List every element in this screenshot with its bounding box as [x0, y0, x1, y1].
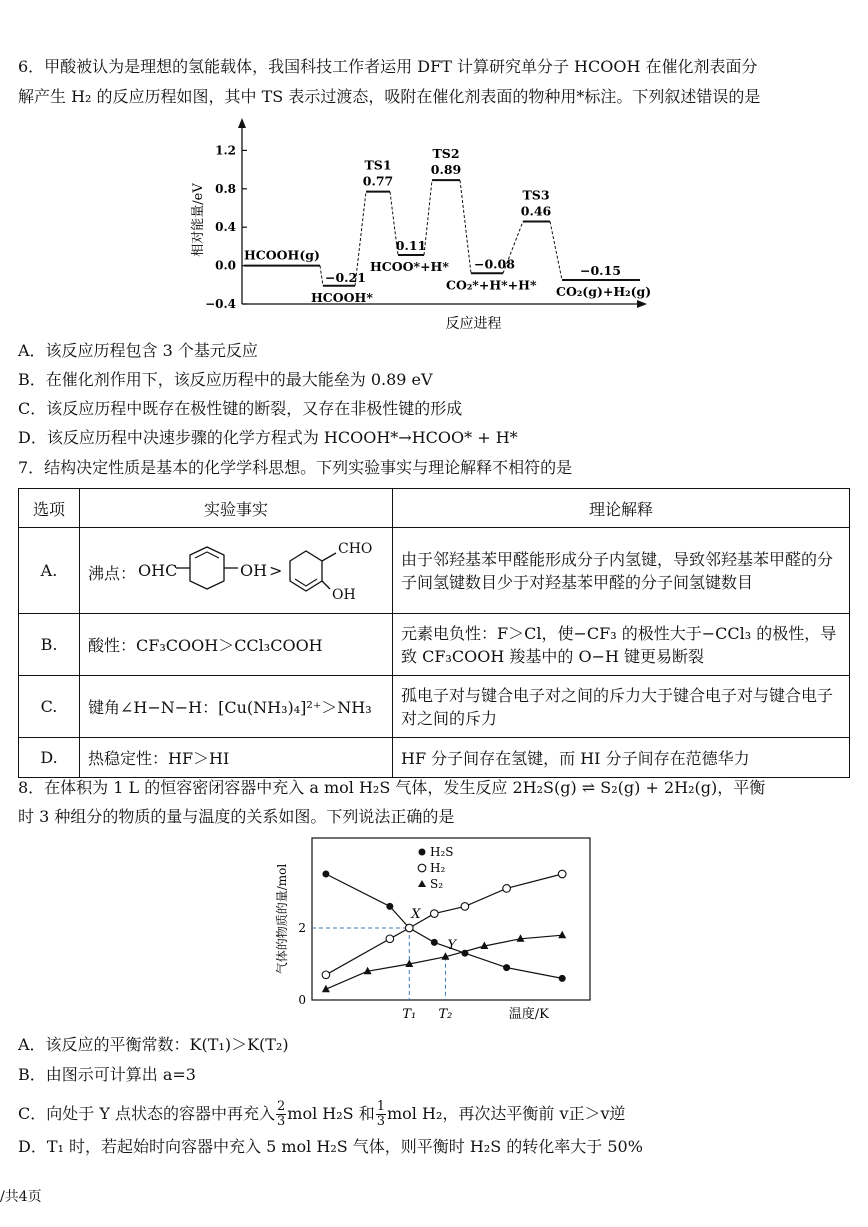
data-point-h2s	[461, 950, 468, 957]
level-value: −0.15	[580, 263, 621, 278]
page-footer: /共4页	[0, 1189, 42, 1205]
level-label: HCOOH*	[311, 289, 373, 305]
table-row	[19, 528, 850, 614]
row-fact: 键角∠H−N−H：[Cu(NH₃)₄]²⁺＞NH₃	[80, 676, 393, 738]
level-label: CO₂(g)+H₂(g)	[556, 284, 652, 299]
fraction-denominator: 3	[276, 1114, 286, 1129]
table-header-option: 选项	[19, 489, 80, 528]
data-point-h2	[386, 935, 394, 943]
energy-connector	[460, 180, 471, 273]
row-explain: 孤电子对与键合电子对之间的斥力大于键合电子对与键合电子对之间的斥力	[393, 676, 850, 738]
data-point-h2	[558, 870, 566, 878]
level-value: 0.77	[362, 173, 394, 189]
legend-label: S₂	[430, 877, 444, 891]
data-point-h2s	[386, 903, 393, 910]
legend-marker-h2s	[419, 849, 426, 856]
row-fact	[80, 528, 393, 614]
y-tick-label: 2	[298, 921, 306, 935]
fraction-numerator: 2	[276, 1099, 286, 1114]
q6-option-c: C．该反应历程中既存在极性键的断裂，又存在非极性键的形成	[18, 399, 463, 418]
point-label-x: X	[411, 907, 421, 922]
q8-option-b: B．由图示可计算出 a=3	[18, 1065, 196, 1084]
level-value: 0.46	[520, 203, 552, 219]
legend-marker-h2	[418, 864, 426, 872]
level-label: TS3	[522, 187, 550, 203]
row-fact: 热稳定性：HF＞HI	[80, 738, 393, 778]
para-hydroxybenzaldehyde-structure	[176, 545, 238, 597]
x-tick-label: T₁	[402, 1007, 417, 1022]
y-tick-label: 0	[298, 993, 306, 1007]
q6-stem-line1: 6．甲酸被认为是理想的氢能载体，我国科技工作者运用 DFT 计算研究单分子 HCOOH 在催化剂表面分	[18, 57, 758, 76]
legend-label: H₂	[430, 861, 446, 875]
level-value: −0.08	[474, 256, 515, 272]
row-option: B.	[19, 614, 80, 676]
y-axis-label: 相对能量/eV	[191, 183, 206, 257]
q6-option-b: B．在催化剂作用下，该反应历程中的最大能垒为 0.89 eV	[18, 370, 433, 389]
energy-diagram	[180, 116, 660, 336]
data-point-h2	[406, 924, 414, 932]
y-tick-label: 0.0	[215, 258, 236, 273]
x-axis-label: 温度/K	[508, 1007, 549, 1022]
y-tick-label: −0.4	[205, 297, 236, 311]
row-explain: HF 分子间存在氢键，而 HI 分子间存在范德华力	[393, 738, 850, 778]
level-value: 0.89	[430, 162, 462, 178]
level-label: HCOOH(g)	[244, 247, 320, 263]
fraction-one-third	[376, 1100, 386, 1129]
series-line-h2s	[326, 874, 562, 978]
x-tick-label: T₂	[438, 1007, 453, 1022]
q7-stem: 7．结构决定性质是基本的化学学科思想。下列实验事实与理论解释不相符的是	[18, 458, 573, 477]
mol2-cho: CHO	[338, 540, 373, 557]
table-header-fact: 实验事实	[80, 489, 393, 528]
q6-option-a: A．该反应历程包含 3 个基元反应	[18, 341, 258, 360]
data-point-h2	[431, 910, 439, 918]
data-point-h2s	[503, 964, 510, 971]
greater-than: >	[269, 560, 283, 580]
table-header-explain: 理论解释	[393, 489, 850, 528]
table-row	[19, 614, 850, 676]
data-point-s2	[558, 931, 566, 939]
q8-option-a: A．该反应的平衡常数：K(T₁)＞K(T₂)	[18, 1035, 289, 1054]
row-option: A.	[19, 528, 80, 614]
point-label-y: Y	[447, 937, 457, 953]
q8-option-c-post: mol H₂，再次达平衡前 v正＞v逆	[386, 1104, 626, 1123]
q8-option-d: D．T₁ 时，若起始时向容器中充入 5 mol H₂S 气体，则平衡时 H₂S 的转化率大于 50%	[18, 1137, 643, 1156]
energy-connector	[320, 266, 323, 286]
fraction-two-thirds	[276, 1100, 286, 1129]
level-label: TS1	[364, 157, 392, 173]
q7-table	[18, 488, 850, 778]
level-label: CO₂*+H*+H*	[446, 277, 537, 293]
q8-option-c-pre: C．向处于 Y 点状态的容器中再充入	[18, 1104, 275, 1123]
level-label: TS2	[432, 146, 460, 162]
data-point-h2	[503, 885, 511, 893]
y-tick-label: 0.4	[215, 220, 236, 235]
data-point-h2s	[431, 939, 438, 946]
mol1-oh: OH	[240, 560, 268, 580]
row-explain: 由于邻羟基苯甲醛能形成分子内氢键，导致邻羟基苯甲醛的分子间氢键数目少于对羟基苯甲醛的分子间氢键数目	[393, 528, 850, 614]
level-value: −0.21	[325, 269, 366, 285]
series-line-s2	[326, 935, 562, 989]
x-axis-arrow	[637, 300, 647, 308]
table-row	[19, 738, 850, 778]
table-row	[19, 676, 850, 738]
q8-stem-line2: 时 3 种组分的物质的量与温度的关系如图。下列说法正确的是	[18, 807, 455, 826]
y-tick-label: 0.8	[215, 181, 236, 196]
level-value: 0.11	[395, 238, 427, 254]
energy-connector	[550, 221, 562, 280]
mol2-oh: OH	[332, 586, 356, 603]
q6-stem-line2: 解产生 H₂ 的反应历程如图，其中 TS 表示过渡态，吸附在催化剂表面的物种用*标注。下列叙述错误的是	[18, 87, 761, 106]
fraction-numerator: 1	[376, 1099, 385, 1114]
data-point-h2	[461, 903, 469, 911]
q8-option-c	[18, 1096, 626, 1132]
fact-prefix: 沸点：	[88, 563, 137, 583]
row-fact: 酸性：CF₃COOH＞CCl₃COOH	[80, 614, 393, 676]
fraction-denominator: 3	[376, 1114, 385, 1129]
y-axis-arrow	[238, 118, 246, 128]
legend-label: H₂S	[430, 845, 454, 859]
x-axis-label: 反应进程	[445, 316, 502, 332]
row-explain: 元素电负性：F＞Cl，使−CF₃ 的极性大于−CCl₃ 的极性，导致 CF₃COOH 羧基中的 O−H 键更易断裂	[393, 614, 850, 676]
q8-stem-line1: 8．在体积为 1 L 的恒容密闭容器中充入 a mol H₂S 气体，发生反应 2H₂S(g) ⇌ S₂(g) + 2H₂(g)，平衡	[18, 778, 766, 797]
level-label: HCOO*+H*	[370, 259, 449, 275]
q6-option-d: D．该反应历程中决速步骤的化学方程式为 HCOOH*→HCOO* + H*	[18, 428, 518, 447]
row-option: C.	[19, 676, 80, 738]
y-tick-label: 1.2	[215, 143, 236, 158]
data-point-h2s	[322, 871, 329, 878]
table-header-row	[19, 489, 850, 528]
amount-temperature-chart	[272, 830, 602, 1030]
data-point-h2	[322, 971, 330, 979]
y-axis-label: 气体的物质的量/mol	[275, 863, 289, 975]
row-option: D.	[19, 738, 80, 778]
mol1-cho: OHC	[138, 560, 178, 580]
q8-option-c-mid: mol H₂S 和	[287, 1104, 375, 1123]
data-point-h2s	[559, 975, 566, 982]
legend-marker-s2	[418, 880, 426, 887]
